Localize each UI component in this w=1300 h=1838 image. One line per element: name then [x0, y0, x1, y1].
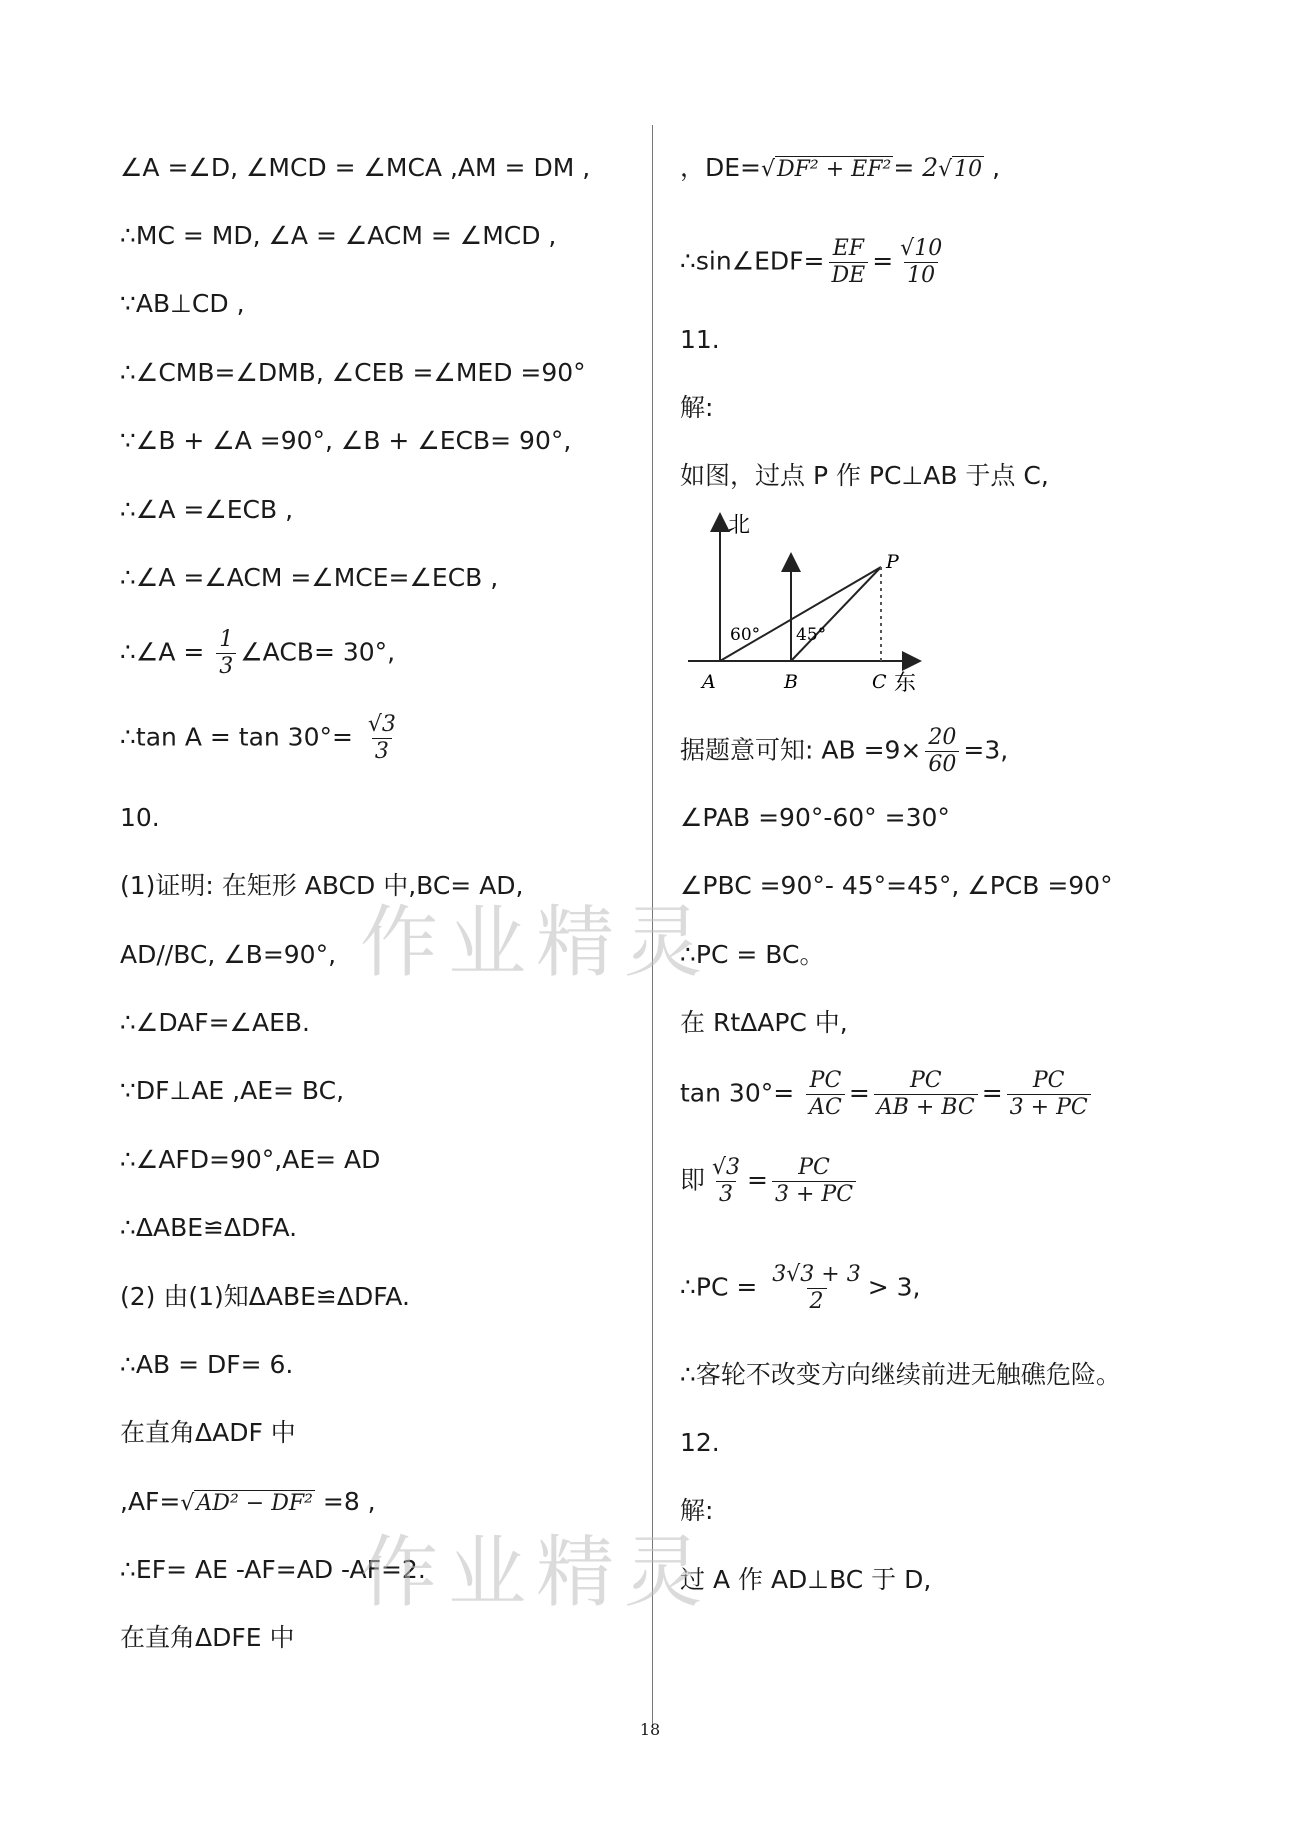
text-line: 如图，过点 P 作 PC⊥AB 于点 C,: [680, 461, 1049, 490]
fraction: $\frac{1}{3}$: [216, 627, 236, 680]
text-line-sqrt: ,AF=√AD² − DF² =8 ,: [120, 1487, 376, 1516]
text-line: (1)证明: 在矩形 ABCD 中,BC= AD,: [120, 871, 524, 900]
ab-line: 据题意可知: AB =9× $\frac{20}{60}$ =3,: [680, 725, 1009, 777]
fraction: $\frac{20}{60}$: [925, 725, 959, 778]
text-line: ∴∠AFD=90°,AE= AD: [120, 1145, 381, 1174]
conclusion: ∴客轮不改变方向继续前进无触礁危险。: [680, 1360, 1121, 1389]
tan-line: tan 30°= $\frac{PC}{AC}$ = $\frac{PC}{AB + BC}$ = $\frac{PC}{3 + PC}$: [680, 1068, 1095, 1121]
fraction: $\frac{3√3 + 3}{2}$: [772, 1262, 861, 1314]
pc-line: ∴PC = $\frac{3√3 + 3}{2}$ > 3,: [680, 1262, 921, 1314]
fraction: $\frac{PC}{AB + BC}$: [874, 1068, 978, 1121]
fraction: $\frac{√3}{3}$: [712, 1155, 741, 1207]
text-line: 在直角ΔADF 中: [120, 1418, 296, 1447]
fraction: $\frac{PC}{3 + PC}$: [1007, 1068, 1091, 1121]
watermark: 作业精灵: [360, 1528, 713, 1618]
sin-line: ∴sin∠EDF= $\frac{EF}{DE}$ = $\frac{√10}{10}$: [680, 236, 949, 289]
text-line: ∴∠CMB=∠DMB, ∠CEB =∠MED =90°: [120, 358, 586, 387]
text-line: 解:: [680, 393, 714, 422]
text-line-fraction: ∴tan A = tan 30°= $\frac{√3}{3}$: [120, 712, 403, 765]
text-line: ∴PC = BC。: [680, 940, 825, 969]
ji-line: 即 $\frac{√3}{3}$ = $\frac{PC}{3 + PC}$: [680, 1155, 860, 1208]
geometry-diagram: [688, 510, 928, 700]
fraction: $\frac{√10}{10}$: [900, 236, 943, 288]
text-line: ∵∠B + ∠A =90°, ∠B + ∠ECB= 90°,: [120, 426, 572, 455]
text-line: ∴EF= AE -AF=AD -AF=2.: [120, 1555, 426, 1584]
north-label: 北: [728, 513, 751, 538]
point-a-label: A: [702, 671, 716, 693]
text-line: ∠PAB =90°-60° =30°: [680, 803, 950, 832]
fraction: $\frac{PC}{3 + PC}$: [772, 1155, 856, 1208]
question-number: 12.: [680, 1428, 720, 1457]
text-line: ∠A =∠D, ∠MCD = ∠MCA ,AM = DM ,: [120, 153, 591, 182]
text-line: ∴∠A =∠ECB ,: [120, 495, 294, 524]
text-line: (2) 由(1)知ΔABE≌ΔDFA.: [120, 1282, 410, 1311]
fraction: $\frac{EF}{DE}$: [829, 236, 869, 289]
point-b-label: B: [784, 671, 798, 693]
line-ap: [720, 567, 881, 661]
fraction: $\frac{PC}{AC}$: [806, 1068, 845, 1121]
fraction: $\frac{√3}{3}$: [367, 712, 396, 764]
text-line: ∴AB = DF= 6.: [120, 1350, 294, 1379]
point-p-label: P: [886, 551, 899, 573]
text-line: ∴∠DAF=∠AEB.: [120, 1008, 310, 1037]
watermark: 作业精灵: [360, 898, 713, 988]
question-number: 11.: [680, 325, 720, 354]
de-line: ，DE=√DF² + EF²= 2√10 ,: [680, 153, 1001, 182]
square-root: √DF² + EF²: [761, 157, 892, 182]
square-root: √AD² − DF²: [180, 1491, 313, 1516]
text-line: ∴MC = MD, ∠A = ∠ACM = ∠MCD ,: [120, 221, 557, 250]
text-line: 在直角ΔDFE 中: [120, 1623, 295, 1652]
square-root: √10: [938, 157, 983, 182]
text-line: 在 RtΔAPC 中,: [680, 1008, 848, 1037]
point-c-label: C: [872, 671, 887, 693]
text-line: ∵AB⊥CD ,: [120, 289, 245, 318]
text-line: ∴ΔABE≌ΔDFA.: [120, 1213, 298, 1242]
east-label: 东: [894, 671, 917, 696]
text-line: AD//BC, ∠B=90°,: [120, 940, 337, 969]
page-number: 18: [639, 1720, 661, 1739]
line-bp: [791, 567, 881, 661]
text-line: ∴∠A =∠ACM =∠MCE=∠ECB ,: [120, 563, 499, 592]
text-line: ∠PBC =90°- 45°=45°, ∠PCB =90°: [680, 871, 1113, 900]
angle-60-label: 60°: [730, 625, 761, 645]
text-line-fraction: ∴∠A = $\frac{1}{3}$ ∠ACB= 30°,: [120, 627, 396, 679]
text-line: 解:: [680, 1496, 714, 1525]
text-line: 过 A 作 AD⊥BC 于 D,: [680, 1565, 932, 1594]
text-line: ∵DF⊥AE ,AE= BC,: [120, 1076, 345, 1105]
angle-45-label: 45°: [796, 625, 827, 645]
question-number: 10.: [120, 803, 160, 832]
